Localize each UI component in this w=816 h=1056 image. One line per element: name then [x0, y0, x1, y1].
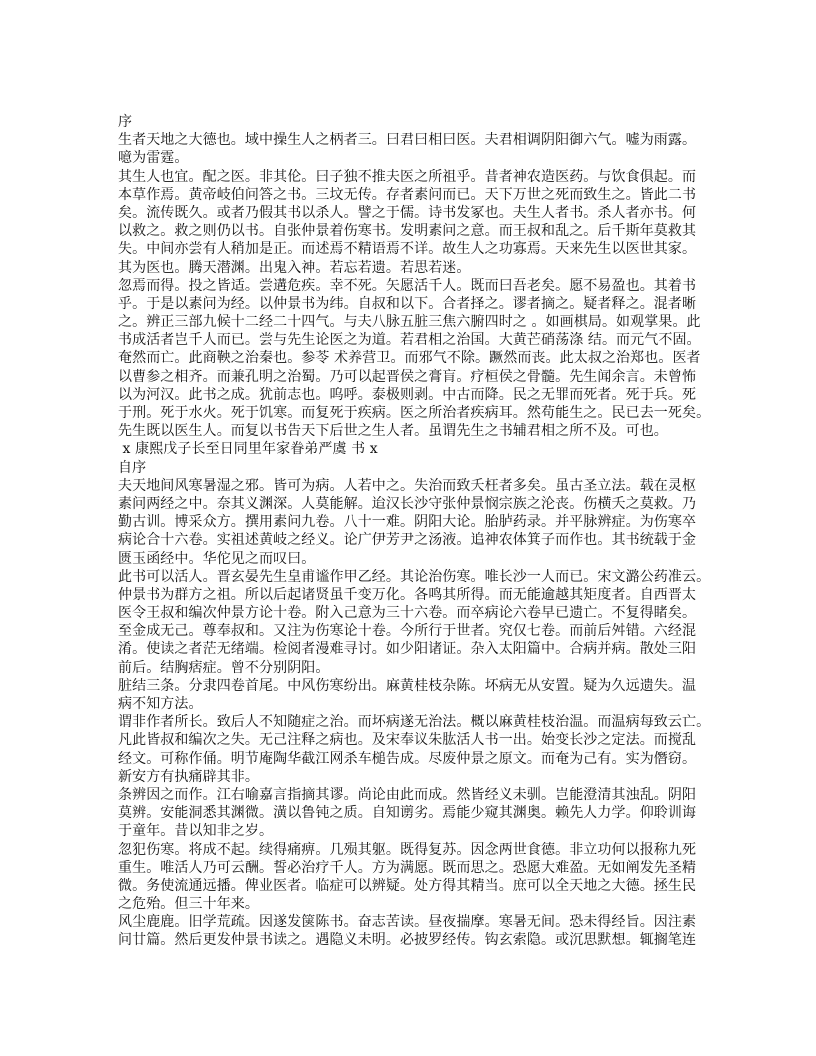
text-line: 素问两经之中。奈其义渊深。人莫能解。迨汉长沙守张仲景悯宗族之沦丧。伤横夭之莫救。乃	[118, 495, 697, 512]
document-body	[118, 113, 718, 950]
text-line: x 康熙戊子长至日同里年家眷弟严虞 书 x	[118, 441, 378, 458]
text-line: 先生既以医生人。而复以书告天下后世之生人者。虽谓先生之书辅君相之所不及。可也。	[118, 423, 668, 440]
text-line: 凡此皆叔和编次之失。无己注释之病也。及宋奉议朱肱活人书一出。始变长沙之定法。而搅乱	[118, 732, 697, 749]
text-line: 此书可以活人。晋玄晏先生皇甫谧作甲乙经。其论治伤寒。唯长沙一人而已。宋文潞公药准云。	[118, 568, 711, 585]
text-line: 以救之。救之则仍以书。自张仲景着伤寒书。发明素问之意。而王叔和乱之。后千斯年莫救其	[118, 223, 697, 240]
text-line: 条辨因之而作。江右喻嘉言指摘其谬。尚论由此而成。然皆经义未驯。岂能澄清其浊乱。阴阳	[118, 786, 697, 803]
paragraph	[118, 168, 718, 277]
text-line: 经文。可称作俑。明节庵陶华截江网杀车槌告成。尽废仲景之原文。而奄为己有。实为僭窃。	[118, 750, 697, 767]
text-line: 以为河汉。此书之成。犹前志也。呜呼。泰极则剥。中古而降。民之无罪而死者。死于兵。死	[118, 386, 697, 403]
text-line: 脏结三条。分隶四卷首尾。中风伤寒纷出。麻黄桂枝杂陈。坏病无从安置。疑为久远遗失。温	[118, 677, 697, 694]
paragraph	[118, 786, 718, 841]
text-line: 病论合十六卷。实祖述黄岐之经义。论广伊芳尹之汤液。追神农体箕子而作也。其书统载于金	[118, 532, 697, 549]
text-line: 本草作焉。黄帝岐伯问答之书。三坟无传。存者素问而已。天下万世之死而致生之。皆此二书	[118, 186, 697, 203]
text-line: 失。中间亦尝有人稍加是正。而述焉不精语焉不详。故生人之功寡焉。天来先生以医世其家。	[118, 241, 697, 258]
text-line: 于童年。昔以知非之岁。	[118, 823, 274, 840]
section-heading	[118, 113, 718, 131]
text-line: 匮玉函经中。华佗见之而叹曰。	[118, 550, 316, 567]
text-line: 医令王叔和编次仲景方论十卷。附入己意为三十六卷。而卒病论六卷早已遗亡。不复得睹矣。	[118, 605, 697, 622]
text-line: 以曹参之相齐。而兼孔明之治蜀。乃可以起晋侯之膏肓。疗桓侯之骨髓。先生闻余言。未曾怖	[118, 368, 697, 385]
paragraph	[118, 913, 718, 949]
text-line: 生者天地之大德也。域中操生人之柄者三。曰君曰相曰医。夫君相调阴阳御六气。嘘为雨露。	[118, 132, 697, 149]
text-line: 谓非作者所长。致后人不知随症之治。而坏病遂无治法。概以麻黄桂枝治温。而温病每致云亡。	[118, 714, 711, 731]
paragraph	[118, 568, 718, 677]
text-line: 序	[118, 114, 133, 130]
text-line: 之。辨正三部九候十二经二十四气。与夫八脉五脏三焦六腑四时之 。如画棋局。如观掌果。此	[118, 314, 701, 331]
text-line: 勤古训。博采众方。撰用素问九卷。八十一难。阴阳大论。胎胪药录。并平脉辨症。为伤寒卒	[118, 514, 697, 531]
text-line: 忽犯伤寒。将成不起。续得痛痹。几殒其躯。既得复苏。因念两世食德。非立功何以报称九死	[118, 841, 697, 858]
text-line: 忽焉而得。投之皆适。尝遘危疾。幸不死。矢愿活千人。既而曰吾老矣。愿不易盈也。其着书	[118, 277, 697, 294]
text-line: 重生。唯活人乃可云酬。誓必治疗千人。方为满愿。既而思之。恐愿大难盈。无如阐发先圣精	[118, 859, 697, 876]
text-line: 仲景书为群方之祖。所以后起诸贤虽千变万化。各鸣其所得。而无能逾越其矩度者。自西晋太	[118, 586, 697, 603]
text-line: 于刑。死于水火。死于饥寒。而复死于疾病。医之所治者疾病耳。然苟能生之。民已去一死矣。	[118, 405, 711, 421]
paragraph	[118, 677, 718, 713]
text-line: 书成活者岂千人而已。尝与先生论医之为道。若君相之治国。大黄芒硝荡涤 结。而元气不固。	[118, 332, 701, 349]
text-line: 之危殆。但三十年来。	[118, 896, 259, 913]
text-line: 淆。使读之者茫无绪端。检阅者漫难寻讨。如少阳诸证。杂入太阳篇中。合病并病。散处三阳	[118, 641, 697, 658]
text-line: 风尘鹿鹿。旧学荒疏。因遂发箧陈书。奋志苦读。昼夜揣摩。寒暑无间。恐未得经旨。因注素	[118, 914, 697, 931]
text-line: 新安方有执痛辟其非。	[118, 768, 259, 785]
text-line: 前后。结胸痞症。曾不分别阴阳。	[118, 659, 330, 676]
text-line: 病不知方法。	[118, 696, 203, 712]
signature-line	[118, 440, 718, 458]
text-line: 莫辨。安能洞悉其渊微。潢以鲁钝之质。自知谫劣。焉能少窥其渊奥。赖先人力学。仰聆训诲	[118, 805, 697, 822]
text-line: 问廿篇。然后更发仲景书读之。遇隐义未明。必披罗经传。钩玄索隐。或沉思默想。辄搁笔连	[118, 932, 697, 949]
text-line: 乎。于是以素问为经。以仲景书为纬。自叔和以下。合者择之。谬者摘之。疑者释之。混者晰	[118, 295, 697, 312]
text-line: 至金成无己。尊奉叔和。又注为伤寒论十卷。今所行于世者。究仅七卷。而前后舛错。六经混	[118, 623, 697, 640]
text-line: 夫天地间风寒暑湿之邪。皆可为病。人若中之。失治而致夭枉者多矣。虽古圣立法。载在灵枢	[118, 477, 697, 494]
paragraph	[118, 477, 718, 568]
text-line: 其生人也宜。配之医。非其伦。曰子独不推夫医之所祖乎。昔者神农造医药。与饮食俱起。而	[118, 168, 697, 185]
section-heading	[118, 459, 718, 477]
text-line: 矣。流传既久。或者乃假其书以杀人。譬之于儒。诗书发冢也。夫生人者书。杀人者亦书。何	[118, 204, 697, 221]
text-line: 自序	[118, 459, 147, 476]
paragraph	[118, 713, 718, 786]
text-line: 微。务使流通远播。俾业医者。临症可以辨疑。处方得其精当。庶可以全天地之大德。拯生民	[118, 877, 697, 894]
paragraph	[118, 277, 718, 441]
paragraph	[118, 841, 718, 914]
paragraph	[118, 131, 718, 167]
text-line: 噫为雷霆。	[118, 150, 189, 167]
text-line: 其为医也。腾天潜渊。出鬼入神。若忘若遗。若思若迷。	[118, 259, 471, 276]
text-line: 奄然而亡。此商鞅之治秦也。参苓 术养营卫。而邪气不除。蹶然而丧。此太叔之治郑也。医者	[118, 350, 701, 367]
